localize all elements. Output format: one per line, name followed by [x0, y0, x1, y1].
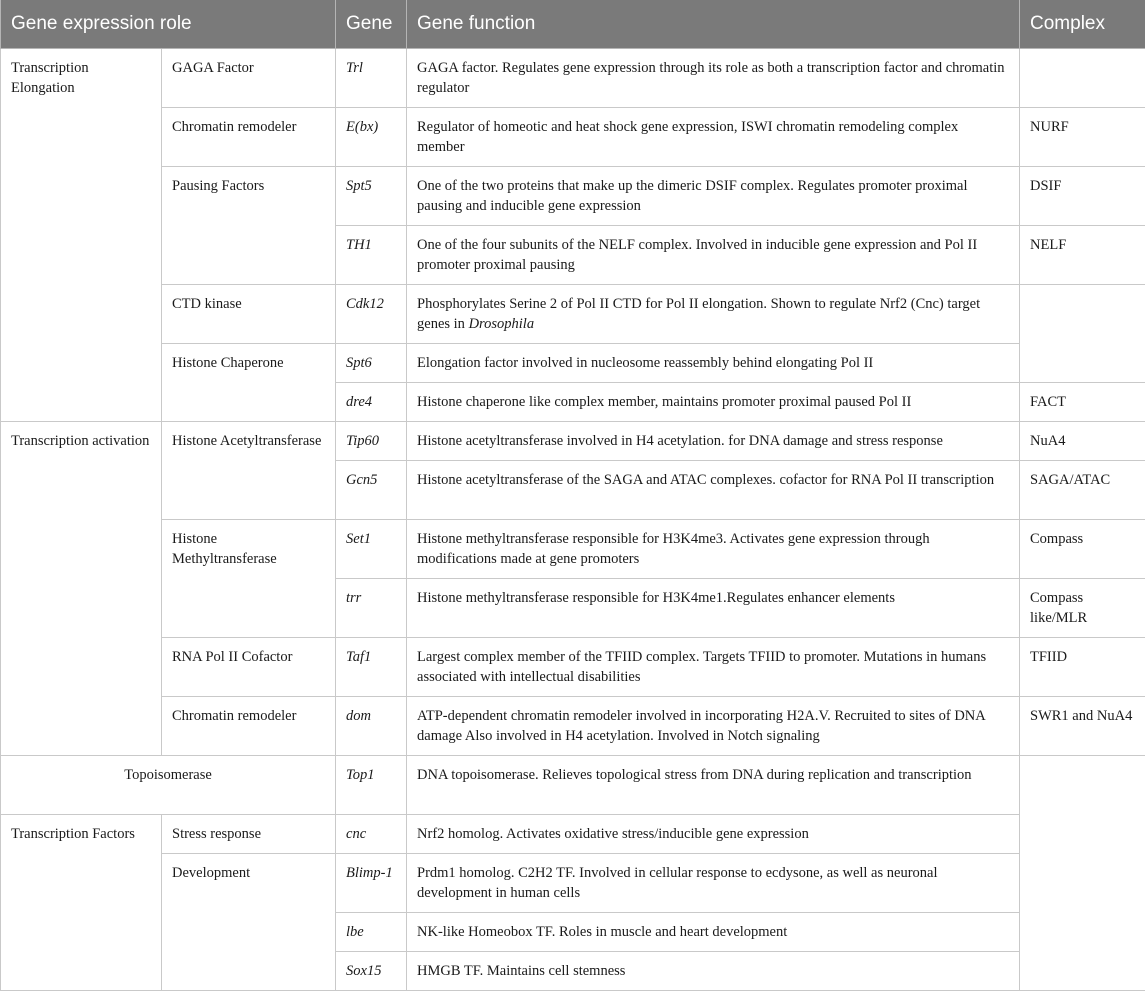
header-role: Gene expression role — [1, 0, 336, 49]
subrole-development: Development — [162, 854, 336, 991]
subrole-histone-methyltransferase: Histone Methyltransferase — [162, 520, 336, 638]
table-row — [1, 697, 1145, 756]
gene-top1: Top1 — [336, 756, 407, 815]
subrole-chromatin-remodeler-2: Chromatin remodeler — [162, 697, 336, 756]
subrole-stress-response: Stress response — [162, 815, 336, 854]
function-trl: GAGA factor. Regulates gene expression through its role as both a transcription factor and chromatin regulator — [407, 49, 1020, 108]
gene-ebx: E(bx) — [336, 108, 407, 167]
gene-dom: dom — [336, 697, 407, 756]
table-row — [1, 49, 1145, 108]
complex-set1: Compass — [1020, 520, 1145, 579]
subrole-histone-acetyltransferase: Histone Acetyltransferase — [162, 422, 336, 520]
function-ebx: Regulator of homeotic and heat shock gene expression, ISWI chromatin remodeling complex member — [407, 108, 1020, 167]
function-spt5: One of the two proteins that make up the dimeric DSIF complex. Regulates promoter proximal pausing and inducible gene expression — [407, 167, 1020, 226]
table-row — [1, 108, 1145, 167]
complex-trl — [1020, 49, 1145, 108]
function-blimp1: Prdm1 homolog. C2H2 TF. Involved in cellular response to ecdysone, as well as neuronal development in human cells — [407, 854, 1020, 913]
function-taf1: Largest complex member of the TFIID complex. Targets TFIID to promoter. Mutations in humans associated with intellectual disabilities — [407, 638, 1020, 697]
gene-spt6: Spt6 — [336, 344, 407, 383]
table-row — [1, 344, 1145, 383]
function-cnc: Nrf2 homolog. Activates oxidative stress/inducible gene expression — [407, 815, 1020, 854]
subrole-ctd: CTD kinase — [162, 285, 336, 344]
complex-cdk12 — [1020, 285, 1145, 383]
table-row — [1, 285, 1145, 344]
group-elongation: Transcription Elongation — [1, 49, 162, 422]
complex-ebx: NURF — [1020, 108, 1145, 167]
complex-tip60: NuA4 — [1020, 422, 1145, 461]
complex-top1 — [1020, 756, 1145, 991]
complex-dre4: FACT — [1020, 383, 1145, 422]
function-cdk12-text: Phosphorylates Serine 2 of Pol II CTD for Pol II elongation. Shown to regulate Nrf2 (Cnc) target genes in — [417, 296, 980, 332]
gene-sox15: Sox15 — [336, 952, 407, 991]
gene-cnc: cnc — [336, 815, 407, 854]
function-dom: ATP-dependent chromatin remodeler involved in incorporating H2A.V. Recruited to sites of DNA damage Also involved in H4 acetylation. Involved in Notch signaling — [407, 697, 1020, 756]
gene-cdk12: Cdk12 — [336, 285, 407, 344]
table-row — [1, 167, 1145, 226]
function-cdk12-species: Drosophila — [469, 316, 535, 332]
gene-tip60: Tip60 — [336, 422, 407, 461]
gene-lbe: lbe — [336, 913, 407, 952]
function-gcn5: Histone acetyltransferase of the SAGA and ATAC complexes. cofactor for RNA Pol II transcription — [407, 461, 1020, 520]
complex-th1: NELF — [1020, 226, 1145, 285]
gene-spt5: Spt5 — [336, 167, 407, 226]
gene-taf1: Taf1 — [336, 638, 407, 697]
complex-taf1: TFIID — [1020, 638, 1145, 697]
header-complex: Complex — [1020, 0, 1145, 49]
function-th1: One of the four subunits of the NELF complex. Involved in inducible gene expression and Pol II promoter proximal pausing — [407, 226, 1020, 285]
header-function: Gene function — [407, 0, 1020, 49]
function-cdk12 — [407, 285, 1020, 344]
gene-gcn5: Gcn5 — [336, 461, 407, 520]
header-row — [1, 0, 1145, 49]
subrole-polII-cofactor: RNA Pol II Cofactor — [162, 638, 336, 697]
group-topoisomerase: Topoisomerase — [1, 756, 336, 815]
gene-trl: Trl — [336, 49, 407, 108]
gene-trr: trr — [336, 579, 407, 638]
gene-dre4: dre4 — [336, 383, 407, 422]
function-dre4: Histone chaperone like complex member, maintains promoter proximal paused Pol II — [407, 383, 1020, 422]
complex-spt5: DSIF — [1020, 167, 1145, 226]
table-row — [1, 520, 1145, 579]
function-spt6: Elongation factor involved in nucleosome reassembly behind elongating Pol II — [407, 344, 1020, 383]
header-gene: Gene — [336, 0, 407, 49]
subrole-histone-chaperone: Histone Chaperone — [162, 344, 336, 422]
subrole-chromatin-remodeler: Chromatin remodeler — [162, 108, 336, 167]
function-sox15: HMGB TF. Maintains cell stemness — [407, 952, 1020, 991]
complex-gcn5: SAGA/ATAC — [1020, 461, 1145, 520]
subrole-pausing: Pausing Factors — [162, 167, 336, 285]
table-row — [1, 756, 1145, 815]
function-tip60: Histone acetyltransferase involved in H4 acetylation. for DNA damage and stress response — [407, 422, 1020, 461]
function-top1: DNA topoisomerase. Relieves topological stress from DNA during replication and transcription — [407, 756, 1020, 815]
complex-dom: SWR1 and NuA4 — [1020, 697, 1145, 756]
group-transcription-factors: Transcription Factors — [1, 815, 162, 991]
gene-th1: TH1 — [336, 226, 407, 285]
table-row — [1, 638, 1145, 697]
group-activation: Transcription activation — [1, 422, 162, 756]
function-trr: Histone methyltransferase responsible for H3K4me1.Regulates enhancer elements — [407, 579, 1020, 638]
function-set1: Histone methyltransferase responsible for H3K4me3. Activates gene expression through modifications made at gene promoters — [407, 520, 1020, 579]
complex-trr: Compass like/MLR — [1020, 579, 1145, 638]
gene-set1: Set1 — [336, 520, 407, 579]
table-row — [1, 815, 1145, 854]
subrole-gaga: GAGA Factor — [162, 49, 336, 108]
table-row — [1, 854, 1145, 913]
table-row — [1, 422, 1145, 461]
function-lbe: NK-like Homeobox TF. Roles in muscle and heart development — [407, 913, 1020, 952]
gene-blimp1: Blimp-1 — [336, 854, 407, 913]
